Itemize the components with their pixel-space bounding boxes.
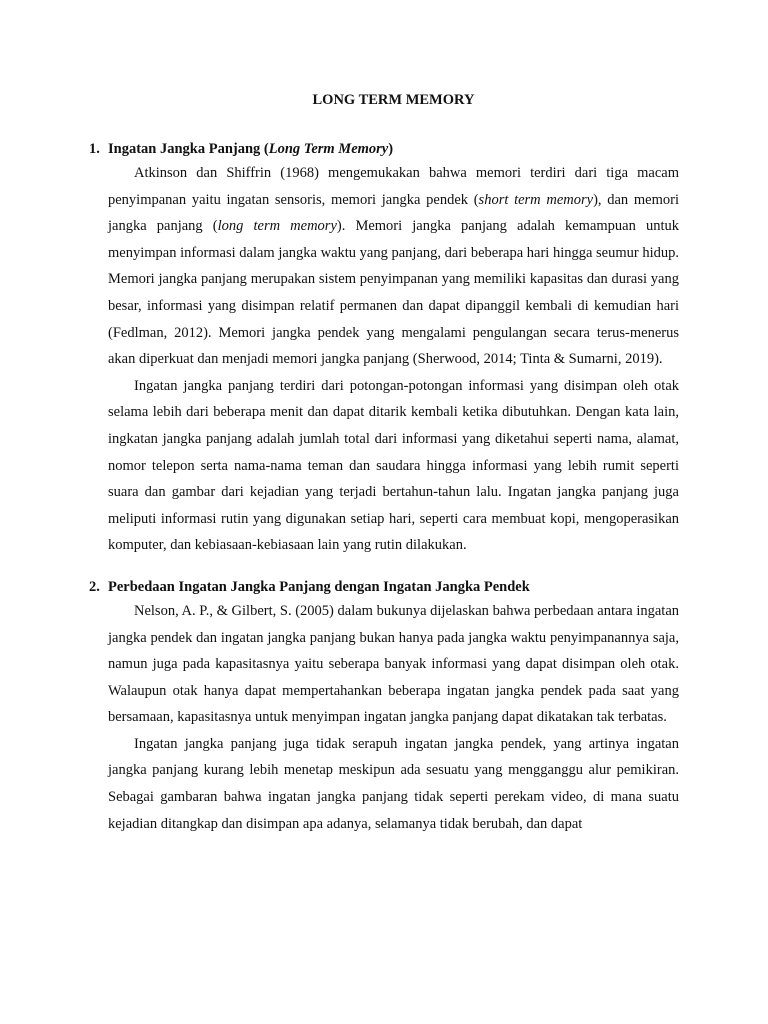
paragraph-text: Atkinson dan Shiffrin (1968) mengemukakan bahwa memori terdiri dari tiga macam penyimpanan yaitu ingatan sensoris, memori jangka pendek ( [108, 165, 679, 208]
section-heading [89, 577, 679, 597]
section-2 [89, 577, 679, 837]
paragraph: Nelson, A. P., & Gilbert, S. (2005) dalam bukunya dijelaskan bahwa perbedaan antara ingatan jangka pendek dan ingatan jangka panjang bukan hanya pada jangka waktu penyimpanannya saja, namun juga pada kapasitasnya yaitu seberapa banyak informasi yang dapat disimpan oleh otak. Walaupun otak hanya dapat mempertahankan beberapa ingatan jangka pendek pada saat yang bersamaan, kapasitasnya untuk menyimpan ingatan jangka panjang dapat dikatakan tak terbatas. [108, 602, 679, 726]
paragraph: Ingatan jangka panjang juga tidak serapuh ingatan jangka pendek, yang artinya ingatan jangka panjang kurang lebih menetap meskipun ada sesuatu yang mengganggu alur pemikiran. Sebagai gambaran bahwa ingatan jangka panjang tidak seperti perekam video, di mana suatu kejadian ditangkap dan disimpan apa adanya, selamanya tidak berubah, dan dapat [108, 735, 679, 832]
paragraph: Ingatan jangka panjang terdiri dari potongan-potongan informasi yang disimpan oleh otak selama lebih dari beberapa menit dan dapat ditarik kembali ketika dibutuhkan. Dengan kata lain, ingkatan jangka panjang adalah jumlah total dari informasi yang diketahui seperti nama, alamat, nomor telepon serta nama-nama teman dan saudara hingga informasi yang lebih rumit seperti suara dan gambar dari kejadian yang terjadi bertahun-tahun lalu. Ingatan jangka panjang juga meliputi informasi rutin yang digunakan setiap hari, seperti cara membuat kopi, mengoperasikan komputer, dan kebiasaan-kebiasaan lain yang rutin dilakukan. [108, 377, 679, 554]
paragraph-italic-term: long term memory [217, 218, 337, 235]
section-heading [89, 139, 679, 159]
paragraph-italic-term: short term memory [478, 191, 594, 208]
paragraph [108, 160, 679, 373]
section-heading-close: ) [388, 141, 394, 157]
document-title: LONG TERM MEMORY [312, 92, 475, 108]
section-number: 2. [89, 578, 100, 595]
section-number: 1. [89, 141, 100, 157]
paragraph-text: ). Memori jangka panjang adalah kemampuan untuk menyimpan informasi dalam jangka waktu yang panjang, dari beberapa hari hingga seumur hidup. Memori jangka panjang merupakan sistem penyimpanan yang memiliki kapasitas dan durasi yang besar, informasi yang disimpan relatif permanen dan dapat dipanggil kembali di kemudian hari (Fedlman, 2012). Memori jangka pendek yang mengalami pengulangan secara terus-menerus akan diperkuat dan menjadi memori jangka panjang (Sherwood, 2014; Tinta & Sumarni, 2019). [108, 218, 679, 368]
paragraph-text: ), dan memori jangka panjang ( [108, 191, 679, 235]
section-heading-italic: Long Term Memory [268, 141, 389, 157]
section-heading-text: Perbedaan Ingatan Jangka Panjang dengan Ingatan Jangka Pendek [108, 578, 530, 595]
section-heading-text: Ingatan Jangka Panjang ( [108, 141, 269, 157]
section-1 [89, 139, 679, 559]
